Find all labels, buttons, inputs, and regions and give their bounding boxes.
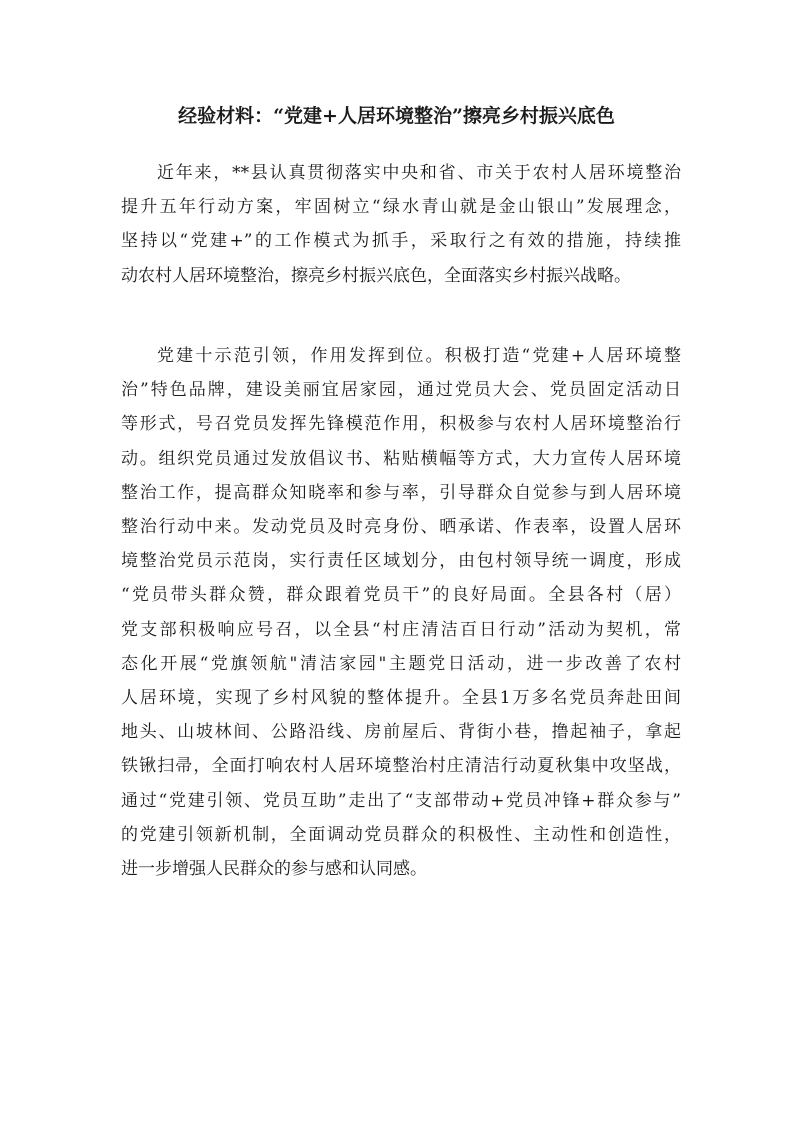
paragraph-line: 近年来，**县认真贯彻落实中央和省、市关于农村人居环境整治	[157, 163, 681, 183]
paragraph-line: 提升五年行动方案，牢固树立“绿水青山就是金山银山”发展理念，	[121, 197, 681, 218]
paragraph-line: 态化开展“党旗领航"清洁家园"主题党日活动，进一步改善了农村	[121, 653, 681, 674]
paragraph-line: 的党建引领新机制，全面调动党员群众的积极性、主动性和创造性，	[121, 824, 681, 845]
paragraph-party-building	[121, 339, 681, 886]
paragraph-line: 党建十示范引领，作用发挥到位。积极打造“党建+人居环境整	[157, 346, 681, 366]
paragraph-line: 动。组织党员通过发放倡议书、粘贴横幅等方式，大力宣传人居环境	[121, 448, 681, 469]
paragraph-line: 铁锹扫帚，全面打响农村人居环境整治村庄清洁行动夏秋集中攻坚战，	[121, 756, 681, 777]
paragraph-line: 境整治党员示范岗，实行责任区域划分，由包村领导统一调度，形成	[121, 551, 681, 572]
paragraph-line: 治”特色品牌，建设美丽宜居家园，通过党员大会、党员固定活动日	[121, 380, 681, 401]
paragraph-line: 等形式，号召党员发挥先锋模范作用，积极参与农村人居环境整治行	[121, 414, 681, 435]
paragraph-line: 整治行动中来。发动党员及时亮身份、晒承诺、作表率，设置人居环	[121, 517, 681, 538]
paragraph-line: 地头、山坡林间、公路沿线、房前屋后、背街小巷，撸起袖子，拿起	[121, 722, 681, 743]
paragraph-intro	[121, 156, 681, 293]
document-title: 经验材料：“党建+人居环境整治”擦亮乡村振兴底色	[178, 105, 615, 127]
paragraph-line: 动农村人居环境整治，擦亮乡村振兴底色，全面落实乡村振兴战略。	[121, 265, 631, 286]
paragraph-line: 党支部积极响应号召，以全县“村庄清洁百日行动”活动为契机，常	[121, 619, 681, 640]
paragraph-line: 整治工作，提高群众知晓率和参与率，引导群众自觉参与到人居环境	[121, 482, 681, 503]
paragraph-line: 进一步增强人民群众的参与感和认同感。	[121, 859, 427, 880]
paragraph-line: 人居环境，实现了乡村风貌的整体提升。全县1万多名党员奔赴田间	[121, 688, 681, 709]
paragraph-line: “党员带头群众赞，群众跟着党员干”的良好局面。全县各村（居）	[121, 585, 681, 606]
paragraph-line: 坚持以“党建+”的工作模式为抓手，采取行之有效的措施，持续推	[121, 231, 681, 252]
paragraph-line: 通过“党建引领、党员互助”走出了“支部带动+党员冲锋+群众参与”	[121, 790, 681, 811]
